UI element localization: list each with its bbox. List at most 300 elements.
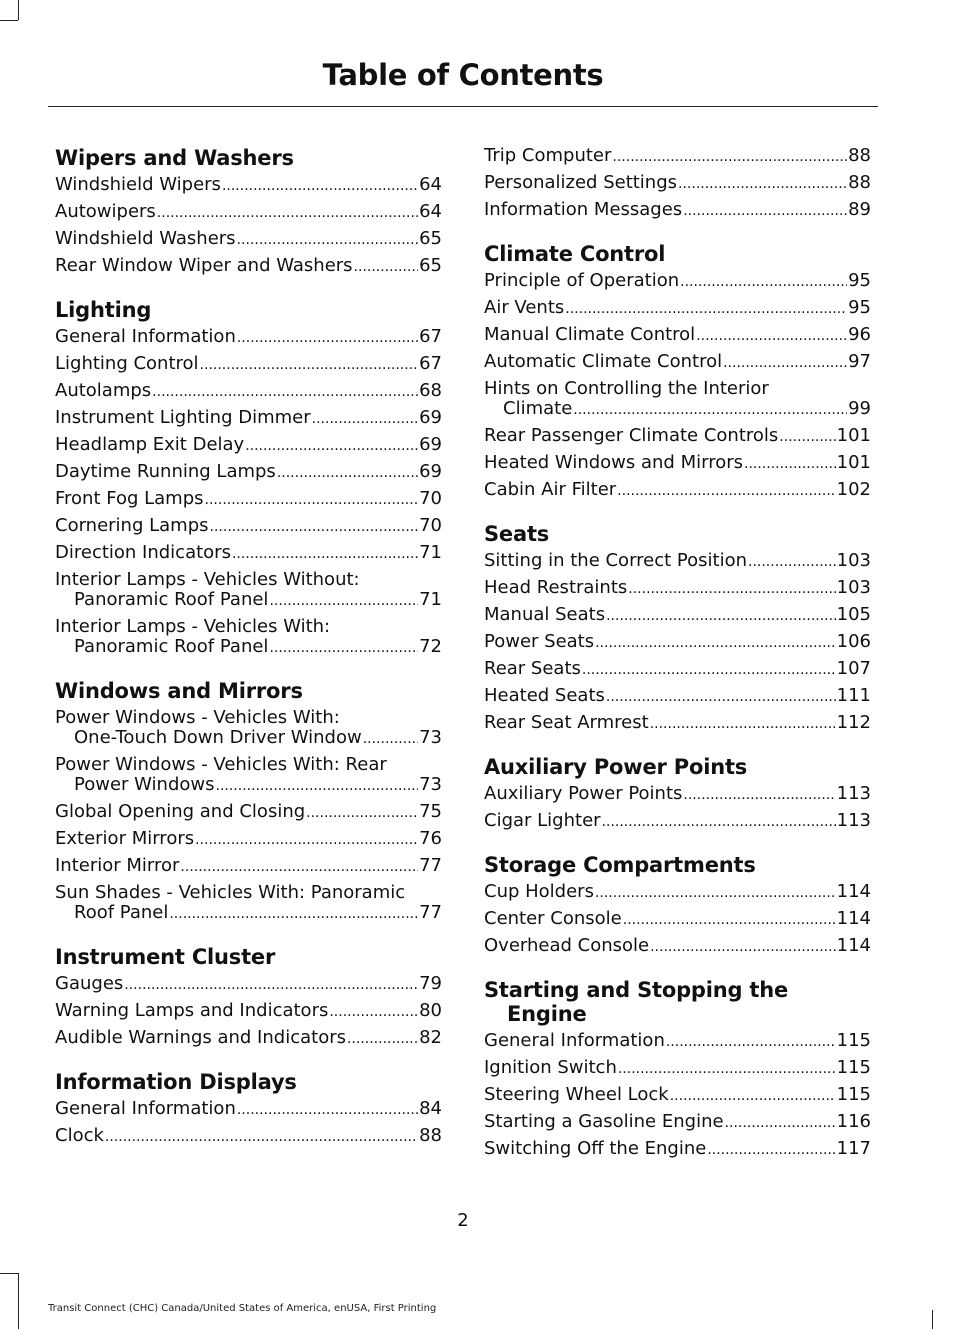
toc-entry-page: 71 <box>419 589 442 610</box>
section-heading <box>484 853 871 877</box>
dot-leader <box>595 882 836 903</box>
toc-entry-line <box>484 605 871 626</box>
toc-entry-line <box>55 1001 442 1022</box>
toc-entry-title: Trip Computer <box>484 145 612 166</box>
toc-entry-page: 97 <box>848 351 871 372</box>
section-heading-text: Information Displays <box>55 1070 297 1094</box>
toc-entry[interactable] <box>55 1001 442 1022</box>
toc-entry-title: Manual Seats <box>484 604 606 625</box>
toc-entry-title: Panoramic Roof Panel <box>74 589 269 610</box>
toc-entry-page: 113 <box>836 783 871 804</box>
toc-entry-page: 80 <box>419 1000 442 1021</box>
dot-leader <box>670 1085 836 1106</box>
toc-entry-page: 76 <box>419 828 442 849</box>
toc-entry-title: Autowipers <box>55 201 156 222</box>
toc-entry-line <box>484 200 871 221</box>
toc-entry-line <box>55 1099 442 1120</box>
toc-entry-title: Clock <box>55 1125 104 1146</box>
section-heading <box>484 522 871 546</box>
toc-entry-title: Starting a Gasoline Engine <box>484 1111 724 1132</box>
toc-entry-title: Interior Mirror <box>55 855 180 876</box>
toc-entry-title: General Information <box>55 1098 236 1119</box>
section-heading-text: Auxiliary Power Points <box>484 755 748 779</box>
toc-entry-line <box>55 1126 442 1147</box>
dot-leader <box>612 146 847 167</box>
toc-entry-title: Cigar Lighter <box>484 810 601 831</box>
dot-leader <box>650 713 836 734</box>
toc-entry-line <box>55 229 442 250</box>
toc-entry-page: 72 <box>419 636 442 657</box>
toc-entry-page: 73 <box>419 774 442 795</box>
toc-entry-line <box>484 1112 871 1133</box>
toc-entry-line <box>484 352 871 373</box>
toc-entry-title: Heated Seats <box>484 685 605 706</box>
toc-entry-page: 101 <box>836 452 871 473</box>
toc-entry[interactable] <box>55 229 442 250</box>
toc-entry-page: 65 <box>419 255 442 276</box>
section-heading-text: Starting and Stopping the <box>484 978 789 1002</box>
toc-entry-page: 88 <box>848 172 871 193</box>
toc-entry-title: Ignition Switch <box>484 1057 617 1078</box>
page-number: 2 <box>457 1210 469 1231</box>
toc-entry-lead: Hints on Controlling the Interior <box>484 378 769 399</box>
toc-section <box>484 146 871 221</box>
dot-leader <box>306 802 418 823</box>
toc-entry[interactable] <box>484 1058 871 1079</box>
toc-entry[interactable] <box>484 480 871 501</box>
section-heading-continuation: Engine <box>507 1002 587 1026</box>
section-heading-text: Wipers and Washers <box>55 146 294 170</box>
toc-entry[interactable] <box>484 1139 871 1160</box>
toc-entry-title: One-Touch Down Driver Window <box>74 727 362 748</box>
toc-entry-title: Principle of Operation <box>484 270 680 291</box>
toc-entry-page: 103 <box>836 577 871 598</box>
toc-entry-title: Personalized Settings <box>484 172 678 193</box>
toc-entry[interactable] <box>55 1028 442 1049</box>
toc-entry-line <box>55 354 442 375</box>
toc-entry[interactable] <box>55 1099 442 1120</box>
dot-leader <box>210 516 419 537</box>
toc-entry-title: Cornering Lamps <box>55 515 209 536</box>
toc-entry-title: Panoramic Roof Panel <box>74 636 269 657</box>
toc-entry-title: Rear Seats <box>484 658 581 679</box>
section-heading-text: Instrument Cluster <box>55 945 276 969</box>
toc-entry-line <box>484 632 871 653</box>
toc-entry-title: Exterior Mirrors <box>55 828 195 849</box>
toc-entry[interactable] <box>484 578 871 599</box>
toc-entry-line <box>484 659 871 680</box>
toc-entry-line <box>55 728 442 749</box>
toc-entry[interactable] <box>55 202 442 223</box>
toc-entry-title: Climate <box>503 398 573 419</box>
crop-mark <box>0 1273 18 1274</box>
toc-entry-page: 69 <box>419 434 442 455</box>
dot-leader <box>237 327 418 348</box>
toc-entry[interactable] <box>484 784 871 805</box>
toc-entry-title: Audible Warnings and Indicators <box>55 1027 346 1048</box>
toc-entry-page: 99 <box>848 398 871 419</box>
dot-leader <box>606 686 836 707</box>
toc-entry[interactable] <box>55 435 442 456</box>
toc-entry-line <box>484 399 871 420</box>
dot-leader <box>582 659 836 680</box>
toc-entry[interactable] <box>484 882 871 903</box>
toc-entry-line <box>484 936 871 957</box>
toc-entry[interactable] <box>484 686 871 707</box>
section-heading <box>55 945 442 969</box>
toc-entry-line <box>484 713 871 734</box>
toc-entry-title: Information Messages <box>484 199 683 220</box>
crop-mark <box>18 0 19 20</box>
toc-entry-title: Cup Holders <box>484 881 594 902</box>
toc-entry-title: Rear Window Wiper and Washers <box>55 255 353 276</box>
toc-entry[interactable] <box>484 936 871 957</box>
toc-entry[interactable] <box>484 1112 871 1133</box>
dot-leader <box>124 974 418 995</box>
toc-entry-title: Autolamps <box>55 380 152 401</box>
toc-entry-lead: Interior Lamps - Vehicles Without: <box>55 569 360 590</box>
toc-entry-title: Rear Seat Armrest <box>484 712 649 733</box>
toc-entry-page: 103 <box>836 550 871 571</box>
toc-entry-page: 96 <box>848 324 871 345</box>
toc-entry[interactable] <box>484 909 871 930</box>
dot-leader <box>205 489 419 510</box>
toc-entry-page: 115 <box>836 1084 871 1105</box>
toc-entry-page: 107 <box>836 658 871 679</box>
dot-leader <box>105 1126 418 1147</box>
crop-mark <box>18 1273 19 1329</box>
toc-entry[interactable] <box>484 659 871 680</box>
dot-leader <box>725 1112 836 1133</box>
dot-leader <box>216 775 419 796</box>
toc-column-right <box>484 146 871 1181</box>
toc-entry-line <box>55 489 442 510</box>
toc-entry-page: 79 <box>419 973 442 994</box>
toc-entry[interactable] <box>484 325 871 346</box>
toc-entry[interactable] <box>484 1085 871 1106</box>
dot-leader <box>650 936 836 957</box>
toc-entry[interactable] <box>55 1126 442 1147</box>
toc-entry-lead: Sun Shades - Vehicles With: Panoramic <box>55 882 406 903</box>
toc-entry-page: 116 <box>836 1111 871 1132</box>
toc-entry-page: 115 <box>836 1030 871 1051</box>
dot-leader <box>269 637 418 658</box>
dot-leader <box>565 298 847 319</box>
toc-entry-page: 69 <box>419 407 442 428</box>
page-title: Table of Contents <box>322 58 604 92</box>
toc-entry-title: Daytime Running Lamps <box>55 461 276 482</box>
toc-entry-title: Gauges <box>55 973 124 994</box>
section-heading-text: Windows and Mirrors <box>55 679 303 703</box>
toc-entry[interactable] <box>484 713 871 734</box>
toc-entry-title: Center Console <box>484 908 622 929</box>
dot-leader <box>180 856 418 877</box>
section-heading-text: Climate Control <box>484 242 666 266</box>
toc-entry-page: 95 <box>848 297 871 318</box>
toc-section <box>55 146 442 277</box>
toc-entry-line <box>484 811 871 832</box>
toc-entry-page: 88 <box>419 1125 442 1146</box>
toc-entry-title: Auxiliary Power Points <box>484 783 683 804</box>
toc-entry[interactable] <box>484 352 871 373</box>
toc-entry[interactable] <box>484 551 871 572</box>
toc-entry-page: 69 <box>419 461 442 482</box>
toc-entry-line <box>484 909 871 930</box>
dot-leader <box>623 909 836 930</box>
toc-entry-page: 89 <box>848 199 871 220</box>
toc-entry-title: Steering Wheel Lock <box>484 1084 669 1105</box>
dot-leader <box>269 590 418 611</box>
toc-entry[interactable] <box>484 271 871 292</box>
toc-entry-title: Heated Windows and Mirrors <box>484 452 743 473</box>
toc-entry-title: Overhead Console <box>484 935 650 956</box>
toc-entry-title: Automatic Climate Control <box>484 351 723 372</box>
dot-leader <box>602 811 836 832</box>
toc-entry[interactable] <box>55 327 442 348</box>
toc-entry-line <box>484 686 871 707</box>
toc-entry-line <box>55 974 442 995</box>
dot-leader <box>683 200 847 221</box>
toc-entry-page: 111 <box>836 685 871 706</box>
section-heading-text: Lighting <box>55 298 152 322</box>
toc-entry[interactable] <box>55 516 442 537</box>
toc-entry-line <box>55 590 442 611</box>
toc-entry-page: 70 <box>419 488 442 509</box>
toc-entry-title: Direction Indicators <box>55 542 231 563</box>
toc-entry-line <box>484 578 871 599</box>
toc-entry-line <box>484 146 871 167</box>
crop-mark <box>932 1310 933 1329</box>
footer-text: Transit Connect (CHC) Canada/United States of America, enUSA, First Printing <box>48 1303 437 1314</box>
toc-entry-title: Rear Passenger Climate Controls <box>484 425 779 446</box>
toc-section <box>484 522 871 734</box>
toc-section <box>55 945 442 1049</box>
toc-entry[interactable] <box>55 175 442 196</box>
dot-leader <box>157 202 418 223</box>
toc-entry[interactable] <box>55 570 442 611</box>
dot-leader <box>680 271 847 292</box>
toc-entry-title: General Information <box>55 326 236 347</box>
toc-entry[interactable] <box>484 605 871 626</box>
toc-entry-title: Lighting Control <box>55 353 199 374</box>
dot-leader <box>312 408 418 429</box>
toc-entry-page: 73 <box>419 727 442 748</box>
toc-entry[interactable] <box>484 200 871 221</box>
toc-entry[interactable] <box>55 489 442 510</box>
section-heading-text: Storage Compartments <box>484 853 756 877</box>
toc-entry[interactable] <box>55 856 442 877</box>
toc-entry-page: 114 <box>836 908 871 929</box>
dot-leader <box>329 1001 418 1022</box>
toc-entry-line <box>484 298 871 319</box>
toc-entry-line <box>55 802 442 823</box>
toc-entry-title: Power Seats <box>484 631 595 652</box>
toc-entry[interactable] <box>484 426 871 447</box>
toc-entry-page: 70 <box>419 515 442 536</box>
toc-entry-line <box>55 381 442 402</box>
toc-entry-title: General Information <box>484 1030 665 1051</box>
toc-entry-line <box>55 256 442 277</box>
toc-entry-page: 101 <box>836 425 871 446</box>
toc-entry-title: Instrument Lighting Dimmer <box>55 407 311 428</box>
toc-entry-line <box>484 784 871 805</box>
toc-section <box>55 679 442 924</box>
toc-entry[interactable] <box>484 811 871 832</box>
toc-entry-page: 114 <box>836 881 871 902</box>
toc-entry-lead: Interior Lamps - Vehicles With: <box>55 616 331 637</box>
toc-entry[interactable] <box>55 883 442 924</box>
toc-entry-page: 67 <box>419 326 442 347</box>
dot-leader <box>617 480 835 501</box>
toc-entry[interactable] <box>484 453 871 474</box>
section-heading <box>484 978 871 1026</box>
dot-leader <box>237 1099 418 1120</box>
toc-entry[interactable] <box>55 354 442 375</box>
toc-section <box>484 755 871 832</box>
toc-entry-line <box>55 462 442 483</box>
toc-entry[interactable] <box>55 617 442 658</box>
toc-entry-line <box>55 829 442 850</box>
section-heading <box>55 1070 442 1094</box>
toc-entry-line <box>484 1058 871 1079</box>
toc-entry-page: 95 <box>848 270 871 291</box>
toc-entry-title: Windshield Washers <box>55 228 236 249</box>
toc-entry[interactable] <box>55 974 442 995</box>
toc-entry-page: 112 <box>836 712 871 733</box>
toc-entry-page: 64 <box>419 201 442 222</box>
toc-section <box>55 298 442 658</box>
toc-entry-title: Manual Climate Control <box>484 324 696 345</box>
toc-entry-title: Switching Off the Engine <box>484 1138 707 1159</box>
toc-entry-line <box>55 1028 442 1049</box>
toc-column-left <box>55 146 442 1168</box>
toc-entry-title: Air Vents <box>484 297 565 318</box>
dot-leader <box>666 1031 836 1052</box>
toc-entry-title: Warning Lamps and Indicators <box>55 1000 329 1021</box>
dot-leader <box>779 426 835 447</box>
section-heading <box>55 146 442 170</box>
toc-entry-page: 77 <box>419 855 442 876</box>
toc-entry[interactable] <box>484 379 871 420</box>
toc-entry-line <box>55 543 442 564</box>
section-heading-text: Seats <box>484 522 550 546</box>
toc-entry-line <box>55 435 442 456</box>
dot-leader <box>347 1028 418 1049</box>
toc-entry-lead: Power Windows - Vehicles With: <box>55 707 340 728</box>
toc-entry[interactable] <box>484 298 871 319</box>
toc-entry[interactable] <box>55 543 442 564</box>
toc-entry-line <box>484 882 871 903</box>
toc-entry-title: Head Restraints <box>484 577 628 598</box>
dot-leader <box>595 632 836 653</box>
toc-entry-page: 67 <box>419 353 442 374</box>
toc-entry-page: 115 <box>836 1057 871 1078</box>
dot-leader <box>748 551 836 572</box>
toc-entry-line <box>484 1031 871 1052</box>
toc-entry[interactable] <box>55 462 442 483</box>
toc-entry-line <box>484 453 871 474</box>
dot-leader <box>354 256 419 277</box>
toc-entry[interactable] <box>55 829 442 850</box>
toc-entry-page: 71 <box>419 542 442 563</box>
toc-entry-page: 88 <box>848 145 871 166</box>
dot-leader <box>245 435 418 456</box>
dot-leader <box>707 1139 835 1160</box>
toc-entry-page: 105 <box>836 604 871 625</box>
toc-entry-page: 64 <box>419 174 442 195</box>
dot-leader <box>573 399 847 420</box>
toc-entry-line <box>484 1085 871 1106</box>
toc-entry-lead: Power Windows - Vehicles With: Rear <box>55 754 387 775</box>
toc-entry-title: Global Opening and Closing <box>55 801 306 822</box>
dot-leader <box>232 543 418 564</box>
toc-entry-page: 82 <box>419 1027 442 1048</box>
toc-entry-page: 113 <box>836 810 871 831</box>
dot-leader <box>363 728 418 749</box>
dot-leader <box>277 462 418 483</box>
toc-entry-line <box>484 173 871 194</box>
toc-entry-line <box>484 271 871 292</box>
toc-entry[interactable] <box>55 256 442 277</box>
toc-entry-page: 84 <box>419 1098 442 1119</box>
toc-entry-page: 77 <box>419 902 442 923</box>
toc-entry-page: 75 <box>419 801 442 822</box>
toc-entry[interactable] <box>55 802 442 823</box>
toc-entry-title: Power Windows <box>74 774 215 795</box>
toc-entry[interactable] <box>484 146 871 167</box>
toc-entry-title: Headlamp Exit Delay <box>55 434 245 455</box>
toc-entry[interactable] <box>55 708 442 749</box>
toc-entry-line <box>484 426 871 447</box>
section-heading <box>55 679 442 703</box>
section-heading <box>484 755 871 779</box>
title-divider <box>48 106 878 107</box>
dot-leader <box>696 325 847 346</box>
crop-mark <box>0 20 18 21</box>
toc-entry-line <box>484 551 871 572</box>
toc-section <box>484 242 871 501</box>
toc-entry[interactable] <box>484 632 871 653</box>
toc-entry-line <box>484 325 871 346</box>
toc-entry[interactable] <box>484 173 871 194</box>
toc-entry-title: Windshield Wipers <box>55 174 221 195</box>
toc-entry[interactable] <box>55 408 442 429</box>
toc-entry[interactable] <box>484 1031 871 1052</box>
section-heading <box>484 242 871 266</box>
toc-entry-title: Cabin Air Filter <box>484 479 617 500</box>
dot-leader <box>200 354 419 375</box>
dot-leader <box>195 829 418 850</box>
toc-entry-line <box>55 202 442 223</box>
toc-section <box>484 978 871 1160</box>
toc-entry[interactable] <box>55 381 442 402</box>
toc-entry-line <box>55 903 442 924</box>
toc-entry[interactable] <box>55 755 442 796</box>
dot-leader <box>169 903 418 924</box>
toc-entry-page: 102 <box>836 479 871 500</box>
dot-leader <box>222 175 418 196</box>
toc-entry-line <box>484 480 871 501</box>
toc-entry-page: 106 <box>836 631 871 652</box>
toc-entry-line <box>55 516 442 537</box>
dot-leader <box>628 578 835 599</box>
toc-section <box>484 853 871 957</box>
toc-entry-page: 114 <box>836 935 871 956</box>
dot-leader <box>152 381 418 402</box>
toc-entry-title: Roof Panel <box>74 902 169 923</box>
dot-leader <box>744 453 836 474</box>
toc-entry-page: 65 <box>419 228 442 249</box>
